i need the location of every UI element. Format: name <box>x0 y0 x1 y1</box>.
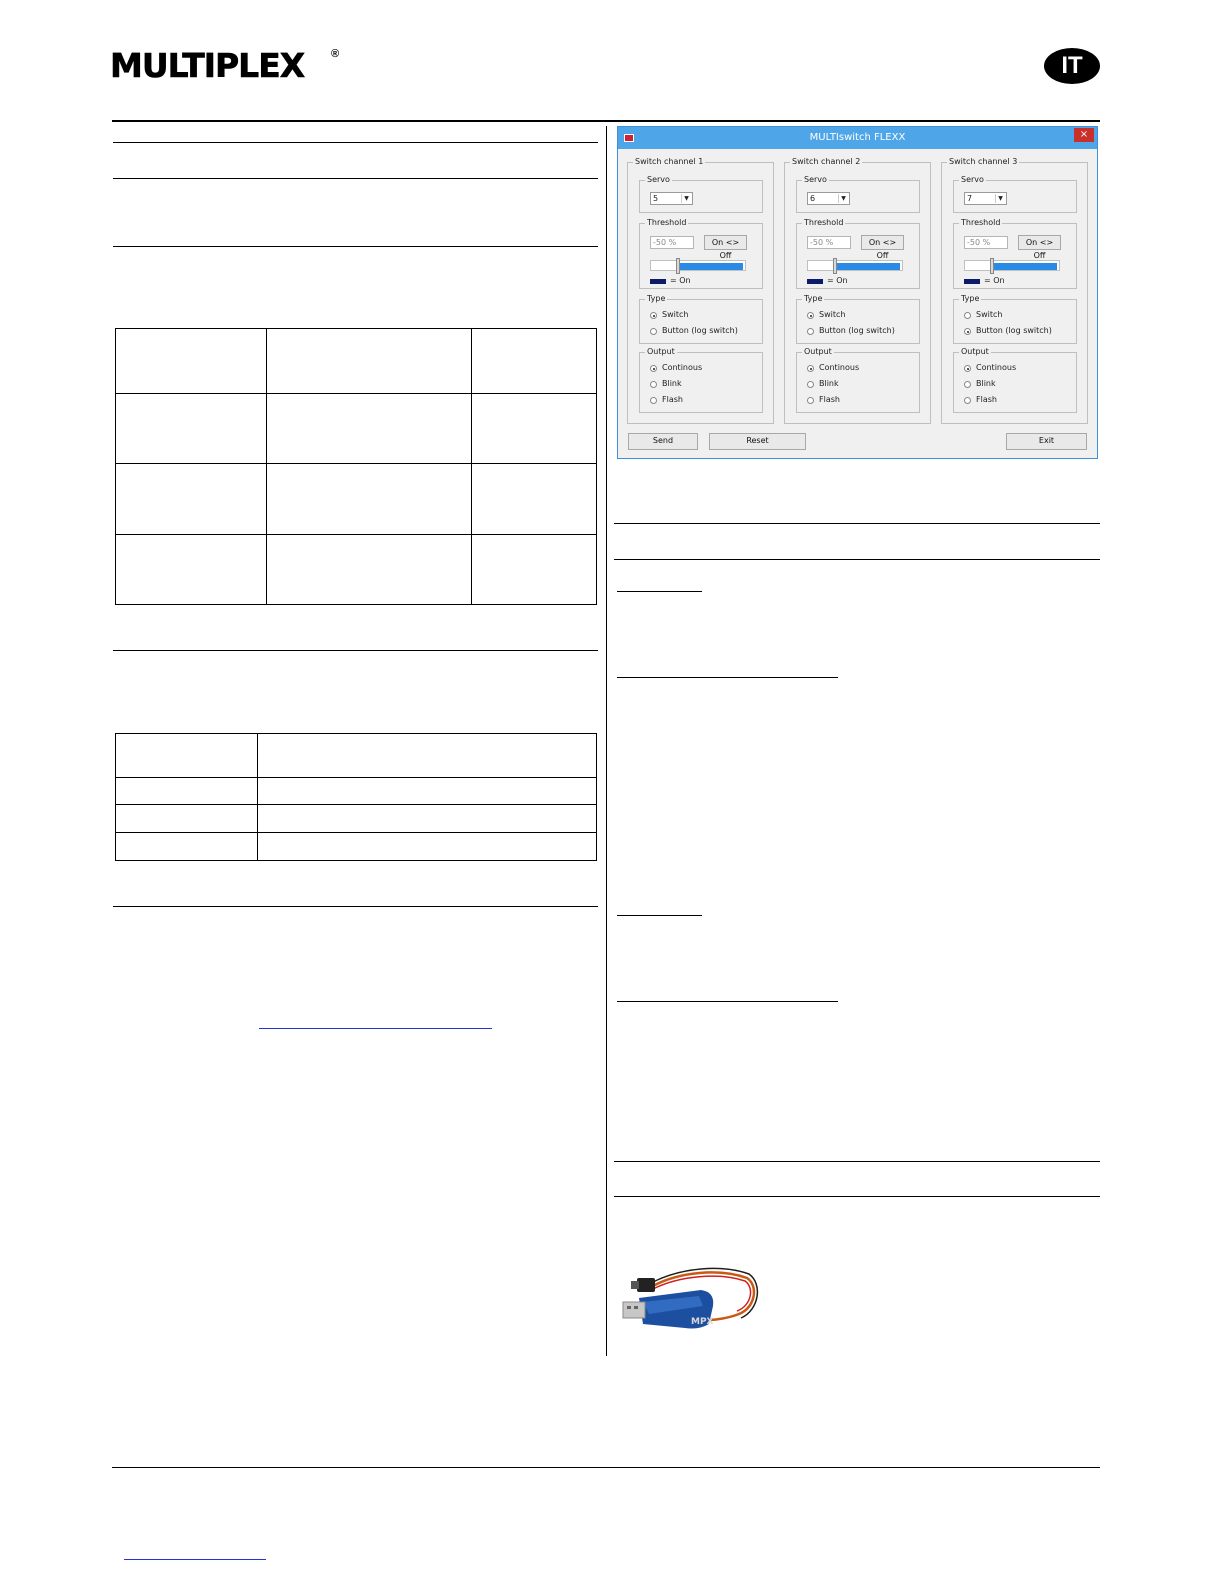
table-cell <box>267 394 472 464</box>
exit-button[interactable]: Exit <box>1006 433 1087 450</box>
threshold-input[interactable]: -50 % <box>807 236 851 249</box>
threshold-label: Threshold <box>647 218 687 227</box>
table-cell <box>116 778 258 805</box>
type-group <box>639 294 763 344</box>
type-option-label: Switch <box>819 310 846 319</box>
table-cell <box>258 778 597 805</box>
slider-fill <box>991 263 1057 270</box>
close-icon[interactable]: × <box>1074 128 1094 142</box>
threshold-label: Threshold <box>804 218 844 227</box>
header-rule <box>112 120 1100 122</box>
type-option-label: Button (log switch) <box>976 326 1052 335</box>
type-radio[interactable] <box>964 328 971 335</box>
threshold-slider[interactable] <box>650 260 746 271</box>
type-group <box>953 294 1077 344</box>
table-cell <box>116 464 267 534</box>
section-rule <box>113 650 598 651</box>
threshold-group <box>639 218 763 289</box>
servo-label: Servo <box>961 175 984 184</box>
registered-mark: ® <box>331 48 340 60</box>
usb-adapter-image <box>619 1258 759 1348</box>
table-cell <box>258 833 597 861</box>
servo-group <box>796 175 920 213</box>
table-cell <box>116 805 258 833</box>
servo-value: 6 <box>810 194 816 203</box>
switch-channel-group-2 <box>784 157 931 424</box>
send-button[interactable]: Send <box>628 433 698 450</box>
table-cell <box>116 394 267 464</box>
type-label: Type <box>647 294 666 303</box>
servo-group <box>953 175 1077 213</box>
language-badge: IT <box>1044 48 1100 84</box>
hyperlink-underline[interactable] <box>259 1028 492 1029</box>
output-label: Output <box>647 347 675 356</box>
on-off-toggle-button[interactable]: On <> Off <box>861 235 904 250</box>
table-cell <box>267 329 472 394</box>
chevron-down-icon[interactable]: ▼ <box>681 194 691 203</box>
output-radio[interactable] <box>964 365 971 372</box>
threshold-group <box>953 218 1077 289</box>
switch-channel-label: Switch channel 2 <box>792 157 861 166</box>
table-cell <box>472 534 597 604</box>
section-rule <box>614 1196 1100 1197</box>
type-group <box>796 294 920 344</box>
servo-label: Servo <box>804 175 827 184</box>
section-rule <box>113 178 598 179</box>
footer-link-underline[interactable] <box>124 1559 266 1560</box>
type-radio[interactable] <box>807 328 814 335</box>
type-radio[interactable] <box>964 312 971 319</box>
section-rule <box>113 246 598 247</box>
switch-channel-label: Switch channel 3 <box>949 157 1018 166</box>
servo-value: 7 <box>967 194 973 203</box>
on-indicator-label: = On <box>984 276 1005 285</box>
window-body <box>620 149 1095 456</box>
switch-channel-group-3 <box>941 157 1088 424</box>
type-option-label: Button (log switch) <box>819 326 895 335</box>
output-radio[interactable] <box>807 365 814 372</box>
servo-select[interactable] <box>650 192 693 205</box>
software-window <box>617 126 1098 459</box>
table-cell <box>116 329 267 394</box>
type-radio[interactable] <box>807 312 814 319</box>
type-option-label: Switch <box>976 310 1003 319</box>
section-rule <box>113 142 598 143</box>
on-indicator-swatch <box>807 279 823 284</box>
output-option-label: Blink <box>976 379 996 388</box>
output-radio[interactable] <box>964 397 971 404</box>
threshold-group <box>796 218 920 289</box>
output-option-label: Flash <box>662 395 683 404</box>
type-radio[interactable] <box>650 312 657 319</box>
output-radio[interactable] <box>650 381 657 388</box>
type-radio[interactable] <box>650 328 657 335</box>
servo-select[interactable] <box>964 192 1007 205</box>
left-table-1 <box>115 328 597 605</box>
servo-label: Servo <box>647 175 670 184</box>
table-cell <box>472 394 597 464</box>
output-group <box>953 347 1077 413</box>
threshold-slider[interactable] <box>964 260 1060 271</box>
output-option-label: Blink <box>662 379 682 388</box>
table-cell <box>472 329 597 394</box>
switch-channel-label: Switch channel 1 <box>635 157 704 166</box>
output-option-label: Blink <box>819 379 839 388</box>
chevron-down-icon[interactable]: ▼ <box>838 194 848 203</box>
on-off-toggle-button[interactable]: On <> Off <box>1018 235 1061 250</box>
table-cell <box>258 805 597 833</box>
servo-select[interactable] <box>807 192 850 205</box>
output-label: Output <box>961 347 989 356</box>
left-table-2 <box>115 733 597 861</box>
type-option-label: Switch <box>662 310 689 319</box>
type-label: Type <box>804 294 823 303</box>
on-indicator-swatch <box>650 279 666 284</box>
servo-group <box>639 175 763 213</box>
output-option-label: Continous <box>976 363 1017 372</box>
section-rule <box>614 559 1100 560</box>
output-group <box>639 347 763 413</box>
table-cell <box>116 534 267 604</box>
output-radio[interactable] <box>650 397 657 404</box>
column-separator <box>606 126 607 1356</box>
output-option-label: Flash <box>819 395 840 404</box>
output-radio[interactable] <box>807 381 814 388</box>
subheading-underline <box>617 591 702 592</box>
section-rule <box>614 1161 1100 1162</box>
output-option-label: Flash <box>976 395 997 404</box>
on-indicator-label: = On <box>670 276 691 285</box>
window-title: MULTIswitch FLEXX <box>809 132 906 143</box>
window-titlebar <box>618 127 1097 149</box>
type-option-label: Button (log switch) <box>662 326 738 335</box>
slider-fill <box>834 263 900 270</box>
table-cell <box>258 734 597 778</box>
subheading-underline <box>617 915 702 916</box>
switch-channel-group-1 <box>627 157 774 424</box>
table-cell <box>116 734 258 778</box>
section-rule <box>113 906 598 907</box>
on-indicator-label: = On <box>827 276 848 285</box>
usb-adapter-label: MPX <box>691 1317 714 1327</box>
table-cell <box>472 464 597 534</box>
type-label: Type <box>961 294 980 303</box>
section-rule <box>614 523 1100 524</box>
output-radio[interactable] <box>650 365 657 372</box>
output-label: Output <box>804 347 832 356</box>
on-indicator-swatch <box>964 279 980 284</box>
brand-logo: MULTIPLEX <box>110 46 305 85</box>
servo-value: 5 <box>653 194 659 203</box>
table-cell <box>267 464 472 534</box>
output-radio[interactable] <box>964 381 971 388</box>
table-cell <box>267 534 472 604</box>
slider-fill <box>677 263 743 270</box>
chevron-down-icon[interactable]: ▼ <box>995 194 1005 203</box>
footer-rule <box>112 1467 1100 1468</box>
output-radio[interactable] <box>807 397 814 404</box>
threshold-label: Threshold <box>961 218 1001 227</box>
threshold-slider[interactable] <box>807 260 903 271</box>
threshold-input[interactable]: -50 % <box>650 236 694 249</box>
slider-thumb[interactable] <box>990 258 994 274</box>
output-group <box>796 347 920 413</box>
output-option-label: Continous <box>819 363 860 372</box>
reset-button[interactable]: Reset <box>709 433 806 450</box>
output-option-label: Continous <box>662 363 703 372</box>
table-cell <box>116 833 258 861</box>
slider-thumb[interactable] <box>833 258 837 274</box>
threshold-input[interactable]: -50 % <box>964 236 1008 249</box>
on-off-toggle-button[interactable]: On <> Off <box>704 235 747 250</box>
subheading-underline <box>617 677 838 678</box>
slider-thumb[interactable] <box>676 258 680 274</box>
subheading-underline <box>617 1001 838 1002</box>
